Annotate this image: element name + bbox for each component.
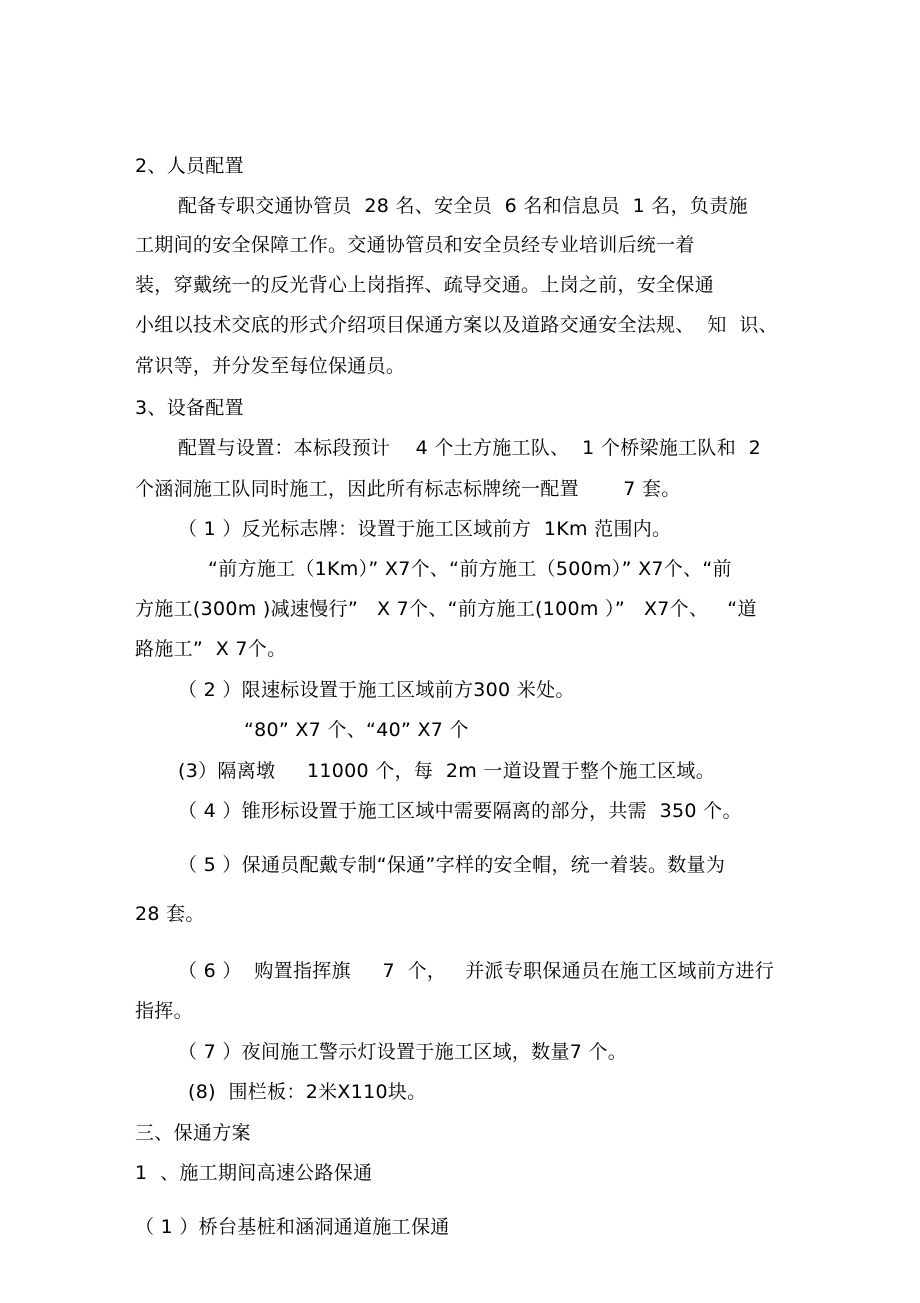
paragraph-line: “80” X7 个、“40” X7 个 — [244, 719, 469, 741]
heading-plan: 三、保通方案 — [135, 1122, 251, 1144]
list-item: （ 6 ） 购置指挥旗 7 个， 并派专职保通员在施工区域前方进行 — [178, 960, 775, 982]
paragraph-line: 方施工(300m )减速慢行” X 7个、“前方施工(100m ）” X7个、 “道 — [135, 598, 757, 620]
heading-personnel: 2、人员配置 — [135, 155, 244, 177]
paragraph-line: 小组以技术交底的形式介绍项目保通方案以及道路交通安全法规、 知 识、 — [135, 314, 778, 336]
paragraph-line: 配备专职交通协管员 28 名、安全员 6 名和信息员 1 名，负责施 — [178, 195, 748, 217]
paragraph-line: 指挥。 — [135, 1000, 193, 1022]
subheading: （ 1 ）桥台基桩和涵洞通道施工保通 — [135, 1216, 450, 1238]
list-item: (3）隔离墩 11000 个，每 2m 一道设置于整个施工区域。 — [178, 760, 715, 782]
paragraph-line: 配置与设置：本标段预计 4 个土方施工队、 1 个桥梁施工队和 2 — [178, 437, 762, 459]
list-item: (8) 围栏板：2米X110块。 — [188, 1081, 427, 1103]
list-item: （ 1 ）反光标志牌：设置于施工区域前方 1Km 范围内。 — [178, 518, 672, 540]
subheading: 1 、施工期间高速公路保通 — [135, 1162, 373, 1184]
paragraph-line: 个涵洞施工队同时施工，因此所有标志标牌统一配置 7 套。 — [135, 478, 681, 500]
paragraph-line: “前方施工（1Km）” X7个、“前方施工（500m）” X7个、“前 — [208, 558, 732, 580]
paragraph-line: 28 套。 — [135, 903, 205, 925]
list-item: （ 7 ）夜间施工警示灯设置于施工区域，数量7 个。 — [178, 1041, 628, 1063]
list-item: （ 5 ）保通员配戴专制“保通”字样的安全帽，统一着装。数量为 — [178, 854, 726, 876]
list-item: （ 2 ）限速标设置于施工区域前方300 米处。 — [178, 679, 575, 701]
paragraph-line: 工期间的安全保障工作。交通协管员和安全员经专业培训后统一着 — [135, 234, 695, 256]
list-item: （ 4 ）锥形标设置于施工区域中需要隔离的部分，共需 350 个。 — [178, 800, 742, 822]
paragraph-line: 装，穿戴统一的反光背心上岗指挥、疏导交通。上岗之前，安全保通 — [135, 274, 715, 296]
paragraph-line: 常识等，并分发至每位保通员。 — [135, 355, 406, 377]
paragraph-line: 路施工” X 7个。 — [135, 638, 287, 660]
heading-equipment: 3、设备配置 — [135, 397, 244, 419]
